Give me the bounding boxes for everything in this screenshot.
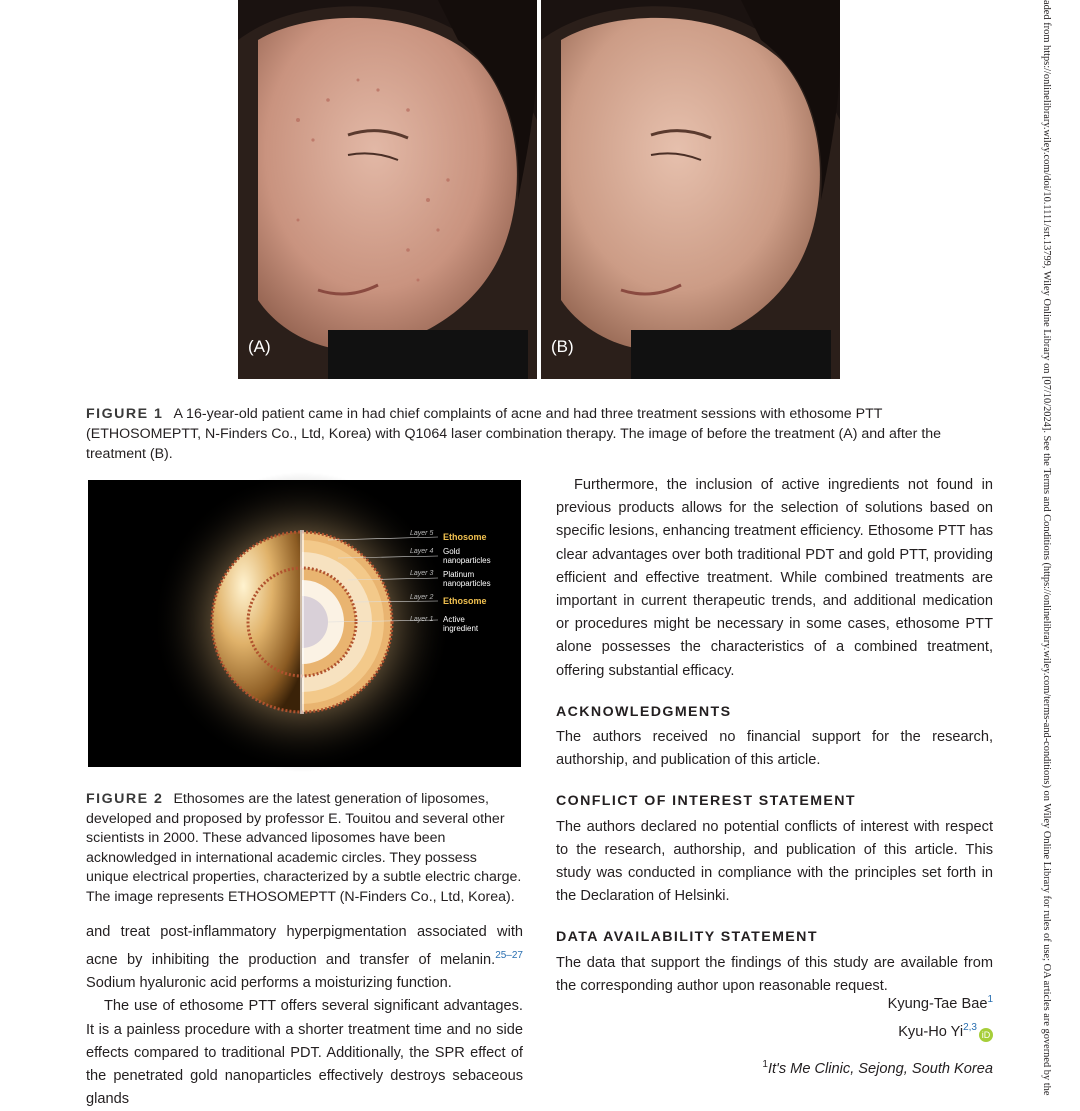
figure-2-caption-text: Ethosomes are the latest generation of liposomes, developed and proposed by professor E. Touitou and several other scientists in 2000. These advanced liposomes have been acknowledged in international academic circles. They possess unique electrical properties, characterized by a subtle electric charge. The image represents ETHOSOMEPTT (N-Finders Co., Ltd, Korea). <box>86 791 522 905</box>
right-paragraph-1: Furthermore, the inclusion of active ingredients not found in previous products allows for the selection of solutions based on specific lesions, enhancing treatment efficiency. Ethosome PTT has clear advantages over both traditional PDT and gold PTT, providing efficient and effective treatment. While combined treatments are important in current therapeutic trends, and additional medication or procedures might be necessary in some cases, ethosome PTT alone possesses the characteristics of a combined treatment, offering substantial efficacy. <box>556 477 993 679</box>
figure-1-images <box>238 0 840 379</box>
panel-a-label: (A) <box>248 337 271 356</box>
author-block <box>780 988 993 1044</box>
layer-1-tag: Layer 1 <box>410 616 434 623</box>
layer-4-name-line1: Gold <box>443 547 460 556</box>
figure-1-panel-b <box>541 0 840 379</box>
layer-2-name: Ethosome <box>443 596 487 606</box>
left-paragraph-2: The use of ethosome PTT offers several significant advantages. It is a painless procedure with a shorter treatment time and no side effects compared to traditional PDT. Additionally, the SPR effect of the penetrated gold nanoparticles effectively destroys sebaceous glands <box>86 998 523 1108</box>
left-p1-tail: Sodium hyaluronic acid performs a moisturizing function. <box>86 975 452 992</box>
figure-1-panel-a <box>238 0 537 379</box>
panel-b-label: (B) <box>551 337 574 356</box>
citation-25-27[interactable]: 25–27 <box>495 950 523 962</box>
face-photo-after <box>541 0 840 379</box>
layer-3-tag: Layer 3 <box>410 570 434 577</box>
download-notice-strip <box>1038 0 1052 1096</box>
layer-4-name-line2: nanoparticles <box>443 556 491 565</box>
right-column <box>556 474 993 998</box>
layer-1-name-line2: ingredient <box>443 624 479 633</box>
download-notice-text: aded from https://onlinelibrary.wiley.com/doi/10.1111/srt.13799, Wiley Online Library on [07/10/2024]. See the Terms and Conditions (https://onlinelibrary.wiley.com/terms-and-conditions) on Wiley Online Library for rules of use; OA articles are governed by the <box>1041 0 1052 1096</box>
data-availability-heading: DATA AVAILABILITY STATEMENT <box>556 929 818 946</box>
ethosome-diagram <box>88 480 521 767</box>
layer-5-tag: Layer 5 <box>410 530 434 537</box>
author-2-name[interactable]: Kyu-Ho Yi <box>898 1023 964 1040</box>
affiliation-1-text: It's Me Clinic, Sejong, South Korea <box>767 1060 993 1077</box>
author-1-affiliation-marker: 1 <box>987 994 993 1005</box>
figure-2-label: FIGURE 2 <box>86 791 164 807</box>
author-1-name[interactable]: Kyung-Tae Bae <box>887 995 988 1012</box>
layer-1-name-line1: Active <box>443 615 465 624</box>
figure-1-caption-text: A 16-year-old patient came in had chief complaints of acne and had three treatment sessions with ethosome PTT (ETHOSOMEPTT, N-Finders Co., Ltd, Korea) with Q1064 laser combination therapy. The image of before the treatment (A) and after the treatment (B). <box>86 406 942 462</box>
orcid-icon[interactable]: iD <box>979 1028 993 1042</box>
data-availability-text: The data that support the findings of this study are available from the corresponding author upon reasonable request. <box>556 954 993 994</box>
acknowledgments-heading: ACKNOWLEDGMENTS <box>556 703 732 720</box>
figure-2-image <box>88 480 521 767</box>
layer-2-tag: Layer 2 <box>410 594 434 601</box>
figure-2-caption <box>86 790 522 908</box>
author-2 <box>780 1016 993 1044</box>
layer-3-name-line2: nanoparticles <box>443 579 491 588</box>
layer-3-name-line1: Platinum <box>443 570 475 579</box>
layer-4-tag: Layer 4 <box>410 548 434 555</box>
figure-1-label: FIGURE 1 <box>86 406 164 422</box>
author-1 <box>780 988 993 1016</box>
conflict-of-interest-heading: CONFLICT OF INTEREST STATEMENT <box>556 793 856 810</box>
affiliation-1-marker: 1 <box>762 1059 768 1070</box>
layer-5-name: Ethosome <box>443 532 487 542</box>
left-paragraph-1 <box>86 921 523 995</box>
face-photo-before <box>238 0 537 379</box>
figure-1-caption <box>86 404 996 464</box>
left-p1-text: and treat post-inflammatory hyperpigmentation associated with acne by inhibiting the production and transfer of melanin. <box>86 924 523 969</box>
affiliation-1 <box>760 1059 993 1077</box>
author-2-affiliation-marker: 2,3 <box>963 1022 977 1034</box>
left-column-body <box>86 921 523 1111</box>
conflict-of-interest-text: The authors declared no potential conflicts of interest with respect to the research, authorship, and publication of this article. This study was conducted in compliance with the principles set forth in the Declaration of Helsinki. <box>556 818 993 905</box>
acknowledgments-text: The authors received no financial support for the research, authorship, and publication of this article. <box>556 729 993 769</box>
